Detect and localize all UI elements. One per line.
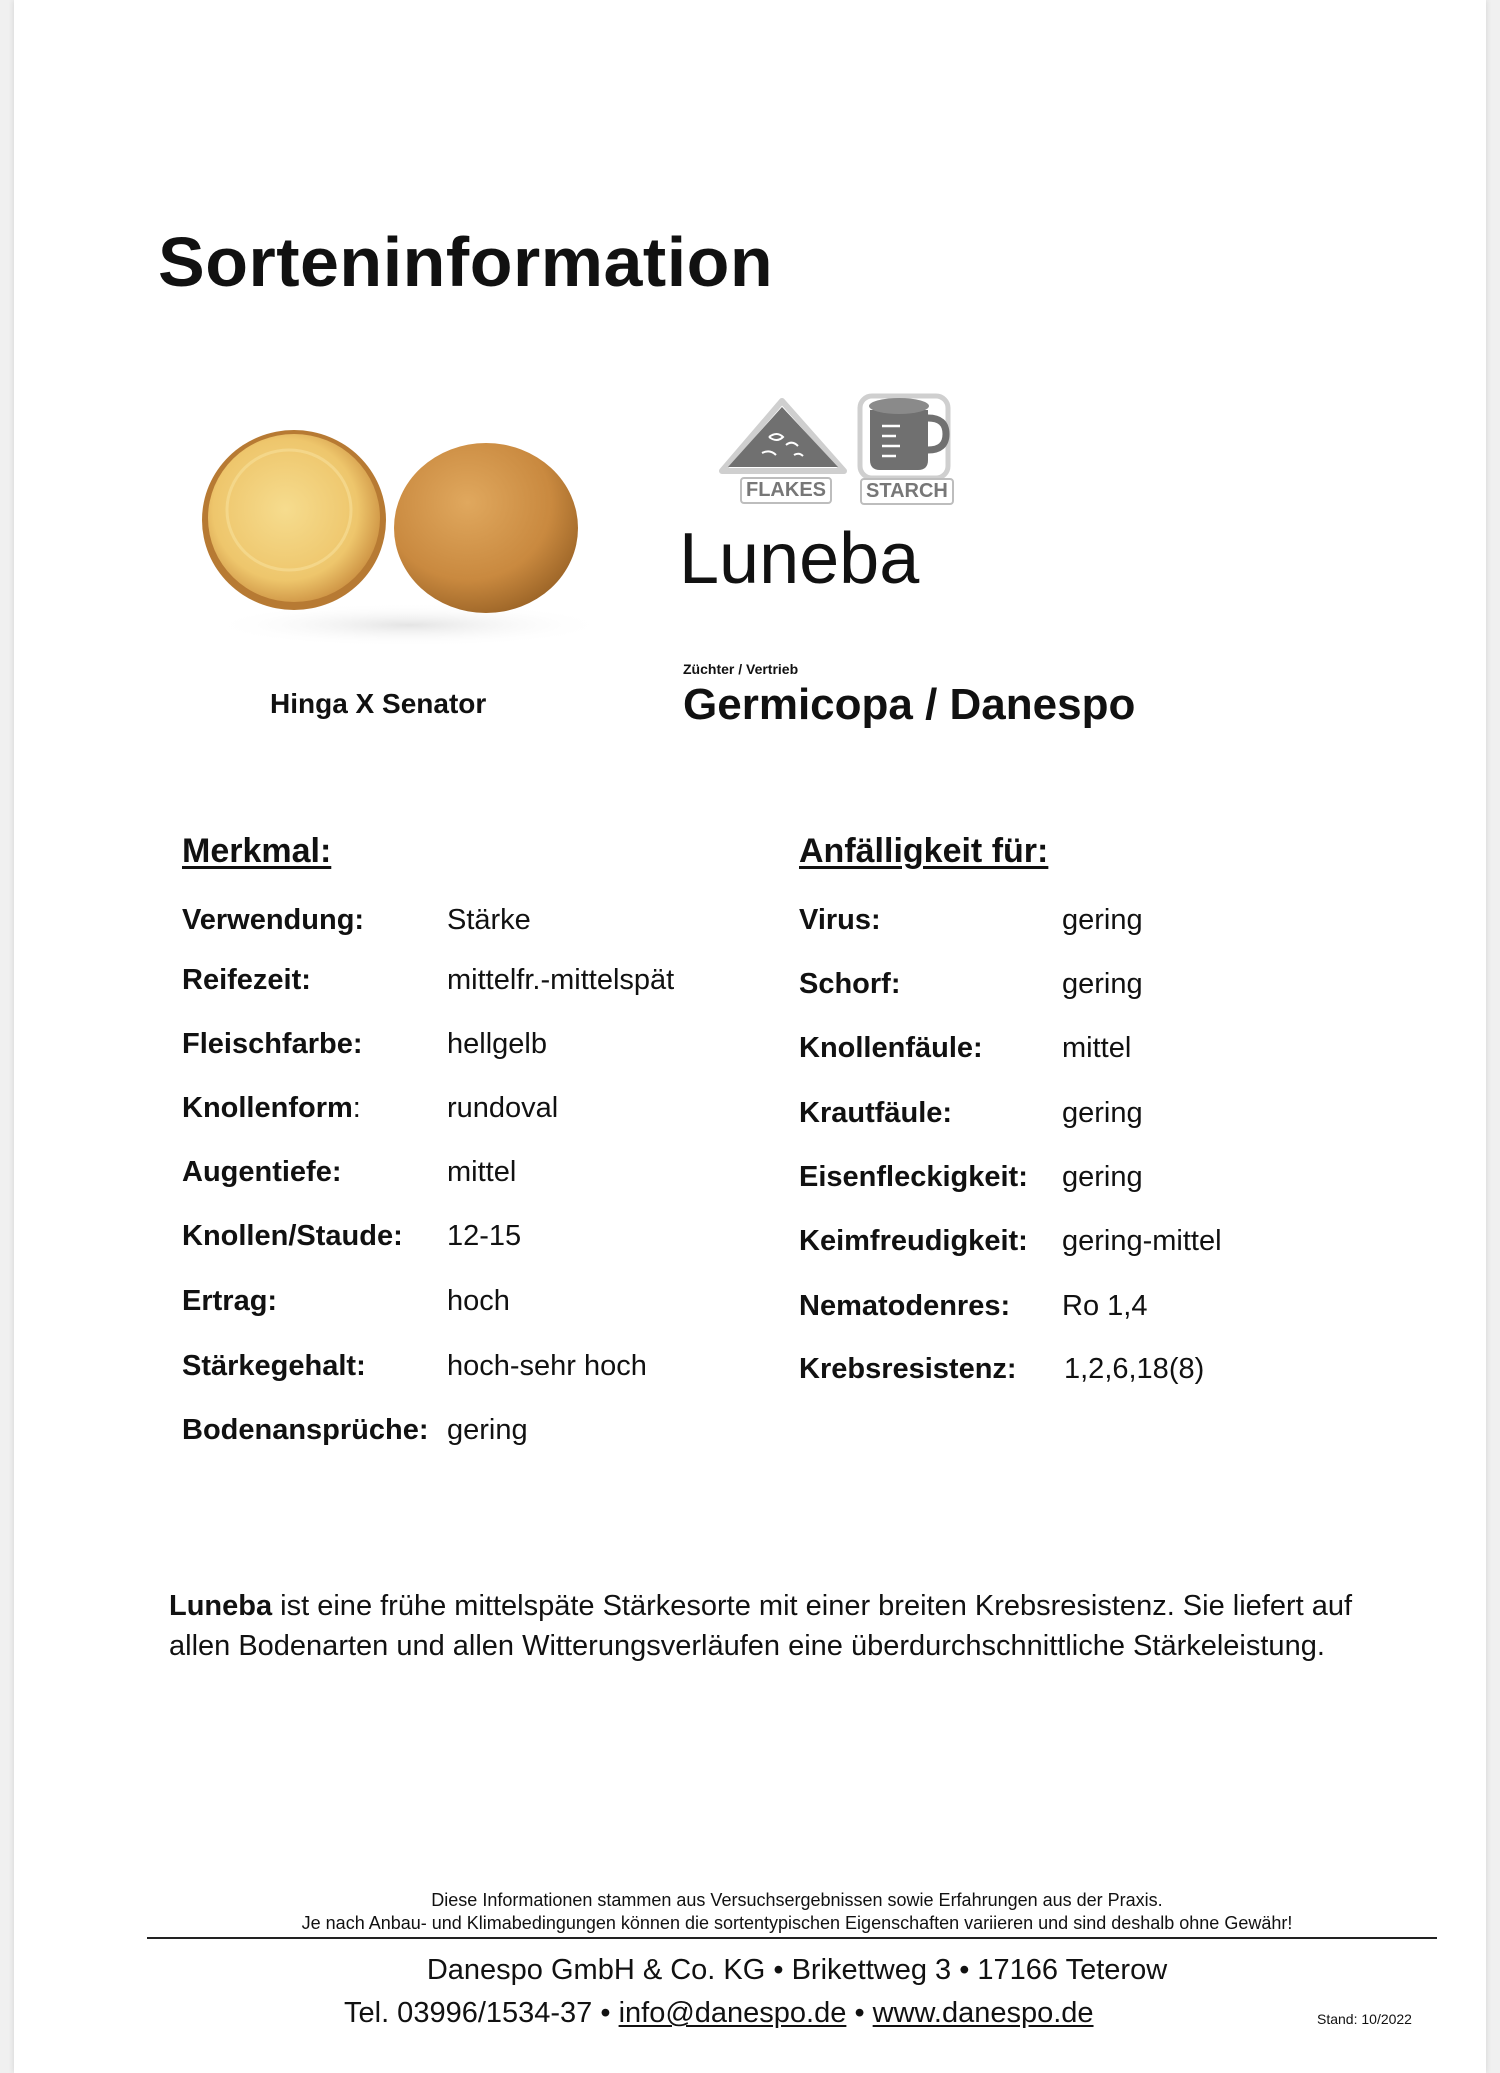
merkmal-label: Reifezeit: xyxy=(182,964,311,996)
merkmal-row xyxy=(182,1028,363,1061)
description-text: ist eine frühe mittelspäte Stärkesorte mit einer breiten Krebsresistenz. Sie liefert auf allen Bodenarten und allen Witterungsverläufen eine überdurchschnittliche Stärkeleistung. xyxy=(169,1590,1353,1662)
anfaelligkeit-label: Virus: xyxy=(799,904,881,936)
anfaelligkeit-label: Knollenfäule: xyxy=(799,1032,983,1064)
starch-label: STARCH xyxy=(860,478,954,505)
merkmal-label: Knollenform xyxy=(182,1092,353,1124)
merkmal-value: 12-15 xyxy=(447,1220,522,1252)
merkmal-row xyxy=(182,1414,429,1447)
anfaelligkeit-label: Eisenfleckigkeit: xyxy=(799,1161,1028,1193)
merkmal-label: Stärkegehalt: xyxy=(182,1350,366,1382)
anfaelligkeit-label: Krebsresistenz: xyxy=(799,1353,1017,1385)
merkmal-value: rundoval xyxy=(447,1092,559,1124)
anfaelligkeit-label: Schorf: xyxy=(799,968,901,1000)
flakes-badge xyxy=(714,395,854,510)
breeder-label: Züchter / Vertrieb xyxy=(683,661,799,677)
anfaelligkeit-value: gering xyxy=(1062,904,1143,936)
anfaelligkeit-label: Krautfäule: xyxy=(799,1097,953,1129)
page xyxy=(14,0,1486,2073)
website-link[interactable]: www.danespo.de xyxy=(872,1997,1094,2029)
disclaimer-line-1: Diese Informationen stammen aus Versuchsergebnissen sowie Erfahrungen aus der Praxis. xyxy=(431,1890,1163,1910)
merkmal-value: gering xyxy=(447,1414,528,1446)
breeder-name: Germicopa / Danespo xyxy=(683,680,1136,729)
email-link[interactable]: info@danespo.de xyxy=(618,1997,847,2029)
anfaelligkeit-value: gering xyxy=(1062,1161,1143,1193)
variety-name: Luneba xyxy=(679,519,920,599)
anfaelligkeit-label: Keimfreudigkeit: xyxy=(799,1225,1028,1257)
merkmal-label: Bodenansprüche: xyxy=(182,1414,429,1446)
anfaelligkeit-value: gering xyxy=(1062,1097,1143,1129)
description-lead: Luneba xyxy=(169,1590,273,1622)
merkmal-label: Fleischfarbe: xyxy=(182,1028,363,1060)
anfaelligkeit-value: Ro 1,4 xyxy=(1062,1290,1148,1322)
anfaelligkeit-value: 1,2,6,18(8) xyxy=(1064,1353,1205,1385)
anfaelligkeit-label: Nematodenres: xyxy=(799,1290,1011,1322)
version-date: Stand: 10/2022 xyxy=(1317,2011,1412,2027)
anfaelligkeit-value: mittel xyxy=(1062,1032,1132,1064)
company-address: Danespo GmbH & Co. KG • Brikettweg 3 • 17166 Teterow xyxy=(426,1954,1168,1986)
merkmal-label: Ertrag: xyxy=(182,1285,278,1317)
merkmal-value: hoch xyxy=(447,1285,510,1317)
merkmal-value: hoch-sehr hoch xyxy=(447,1350,647,1382)
merkmal-value: mittel xyxy=(447,1156,517,1188)
merkmal-value: hellgelb xyxy=(447,1028,547,1060)
contact-separator: • xyxy=(854,1997,865,2029)
merkmal-value: mittelfr.-mittelspät xyxy=(447,964,675,996)
flakes-label: FLAKES xyxy=(740,477,832,504)
merkmal-row xyxy=(182,1092,361,1125)
merkmal-row xyxy=(182,1220,403,1253)
potato-image xyxy=(194,410,614,660)
merkmal-label: Augentiefe: xyxy=(182,1156,342,1188)
disclaimer-line-2: Je nach Anbau- und Klimabedingungen können die sortentypischen Eigenschaften variieren und sind deshalb ohne Gewähr! xyxy=(301,1913,1293,1933)
anfaelligkeit-value: gering xyxy=(1062,968,1143,1000)
merkmal-row xyxy=(182,1350,366,1383)
phone-number: Tel. 03996/1534-37 • xyxy=(344,1997,611,2029)
footer-divider xyxy=(147,1937,1437,1939)
variety-cross: Hinga X Senator xyxy=(270,688,487,719)
merkmal-row xyxy=(182,1285,277,1318)
page-title: Sorteninformation xyxy=(158,223,774,301)
merkmal-row xyxy=(182,964,311,997)
merkmal-label-suffix: : xyxy=(352,1092,361,1124)
merkmal-row xyxy=(182,904,364,937)
merkmal-value: Stärke xyxy=(447,904,531,936)
merkmal-label: Verwendung: xyxy=(182,904,365,936)
variety-description xyxy=(169,1586,1369,1666)
merkmal-heading: Merkmal: xyxy=(182,832,332,870)
merkmal-row xyxy=(182,1156,342,1189)
contact-line xyxy=(344,1997,1094,2030)
anfaelligkeit-value: gering-mittel xyxy=(1062,1225,1222,1257)
starch-badge xyxy=(852,388,962,503)
merkmal-label: Knollen/Staude: xyxy=(182,1220,403,1252)
anfaelligkeit-heading: Anfälligkeit für: xyxy=(799,832,1049,870)
